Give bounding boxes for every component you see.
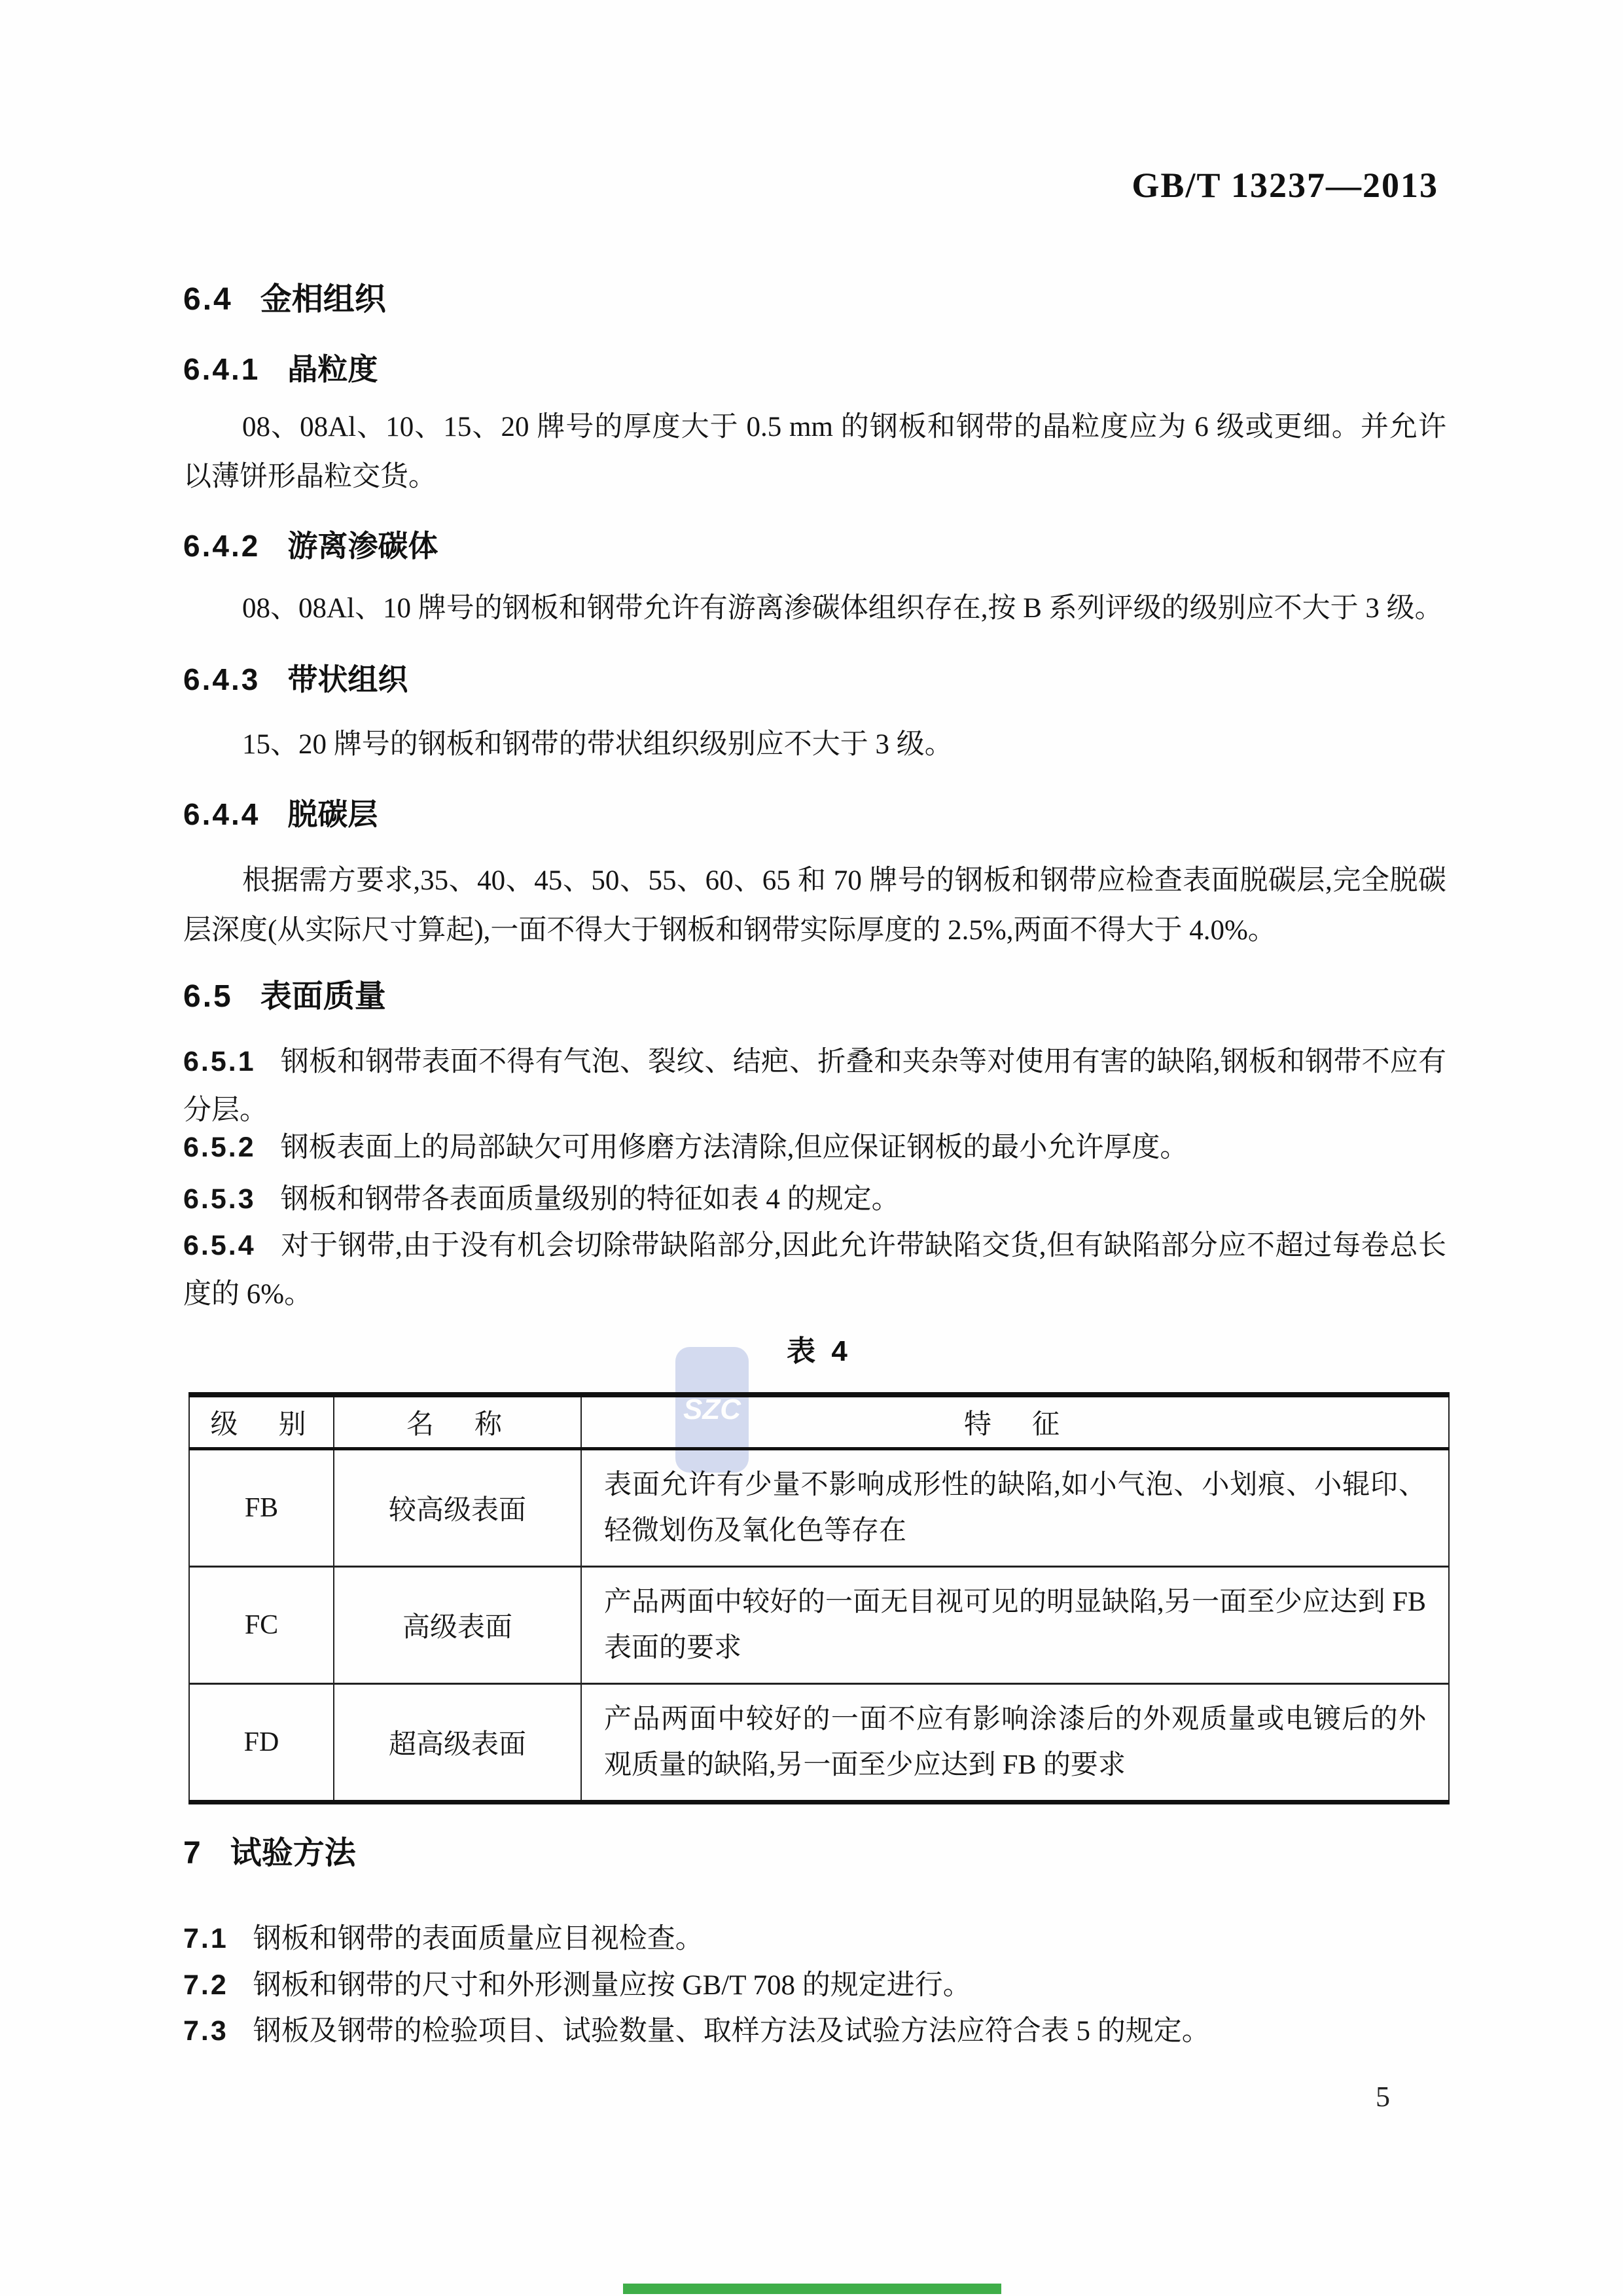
heading-title: 金相组织 <box>260 282 386 317</box>
heading-6-4-1 <box>183 346 1446 389</box>
clause-6-5-3 <box>183 1175 1446 1224</box>
clause-text: 钢板和钢带各表面质量级别的特征如表 4 的规定。 <box>280 1184 900 1215</box>
clause-text: 钢板及钢带的检验项目、试验数量、取样方法及试验方法应符合表 5 的规定。 <box>253 2016 1210 2047</box>
clause-number: 7.1 <box>183 1923 228 1954</box>
clause-7-3 <box>183 2007 1446 2056</box>
heading-number: 6.4.3 <box>183 662 260 696</box>
table-row <box>189 1566 1449 1683</box>
heading-6-5 <box>183 971 1446 1016</box>
clause-number: 7.3 <box>183 2015 228 2047</box>
table-4 <box>188 1392 1450 1804</box>
clause-number: 6.5.4 <box>183 1230 256 1261</box>
column-header-grade: 级 别 <box>189 1395 334 1448</box>
heading-title: 脱碳层 <box>287 797 378 831</box>
clause-text: 钢板和钢带的尺寸和外形测量应按 GB/T 708 的规定进行。 <box>253 1970 971 2001</box>
paragraph-6-4-2: 08、08Al、10 牌号的钢板和钢带允许有游离渗碳体组织存在,按 B 系列评级的级别应不大于 3 级。 <box>242 593 1443 624</box>
cell-name: 高级表面 <box>334 1566 581 1683</box>
cell-grade: FB <box>189 1448 334 1566</box>
heading-6-4-3 <box>183 656 1446 699</box>
cell-name: 超高级表面 <box>334 1683 581 1802</box>
heading-number: 6.4.2 <box>183 529 260 563</box>
clause-6-5-1 <box>183 1037 1446 1135</box>
clause-number: 6.5.1 <box>183 1046 256 1077</box>
heading-title: 试验方法 <box>230 1836 356 1871</box>
watermark-label: SZC <box>683 1393 741 1426</box>
table-row <box>189 1683 1449 1802</box>
heading-6-4 <box>183 274 1446 319</box>
table-4-caption: 表 4 <box>787 1335 851 1367</box>
paragraph-6-4-1: 08、08Al、10、15、20 牌号的厚度大于 0.5 mm 的钢板和钢带的晶粒度应为 6 级或更细。并允许以薄饼形晶粒交货。 <box>183 412 1446 492</box>
cell-feature: 产品两面中较好的一面无目视可见的明显缺陷,另一面至少应达到 FB 表面的要求 <box>581 1566 1449 1683</box>
clause-6-5-4 <box>183 1221 1446 1319</box>
clause-text: 钢板和钢带的表面质量应目视检查。 <box>253 1924 704 1954</box>
column-header-feature: 特 征 <box>581 1395 1449 1448</box>
table-header-row <box>189 1395 1449 1448</box>
heading-6-4-4 <box>183 791 1446 834</box>
cell-name: 较高级表面 <box>334 1448 581 1566</box>
standard-code: GB/T 13237—2013 <box>1132 166 1438 205</box>
bottom-watermark-bar <box>623 2284 1001 2294</box>
column-header-name: 名 称 <box>334 1395 581 1448</box>
clause-number: 7.2 <box>183 1969 228 2001</box>
heading-number: 6.5 <box>183 979 233 1014</box>
clause-number: 6.5.3 <box>183 1183 256 1215</box>
cell-feature: 表面允许有少量不影响成形性的缺陷,如小气泡、小划痕、小辊印、轻微划伤及氧化色等存在 <box>581 1448 1449 1566</box>
cell-grade: FD <box>189 1683 334 1802</box>
heading-title: 晶粒度 <box>287 352 378 386</box>
clause-number: 6.5.2 <box>183 1132 256 1163</box>
paragraph-6-4-4: 根据需方要求,35、40、45、50、55、60、65 和 70 牌号的钢板和钢带应检查表面脱碳层,完全脱碳层深度(从实际尺寸算起),一面不得大于钢板和钢带实际厚度的 2.5%,两面不得大于 4.0%。 <box>183 865 1446 946</box>
clause-7-1 <box>183 1914 1446 1964</box>
clause-text: 对于钢带,由于没有机会切除带缺陷部分,因此允许带缺陷交货,但有缺陷部分应不超过每卷总长度的 6%。 <box>183 1230 1446 1310</box>
paragraph-6-4-3: 15、20 牌号的钢板和钢带的带状组织级别应不大于 3 级。 <box>242 729 953 760</box>
cell-grade: FC <box>189 1566 334 1683</box>
clause-6-5-2 <box>183 1123 1446 1172</box>
table-row <box>189 1448 1449 1566</box>
heading-7 <box>183 1827 1446 1873</box>
heading-number: 6.4.1 <box>183 352 260 386</box>
page-number: 5 <box>1376 2081 1390 2113</box>
heading-title: 表面质量 <box>260 979 386 1014</box>
heading-number: 6.4 <box>183 282 233 317</box>
heading-6-4-2 <box>183 522 1446 565</box>
clause-text: 钢板表面上的局部缺欠可用修磨方法清除,但应保证钢板的最小允许厚度。 <box>280 1132 1188 1163</box>
heading-title: 游离渗碳体 <box>287 529 438 563</box>
cell-feature: 产品两面中较好的一面不应有影响涂漆后的外观质量或电镀后的外观质量的缺陷,另一面至少应达到 FB 的要求 <box>581 1683 1449 1802</box>
heading-number: 6.4.4 <box>183 797 260 831</box>
clause-7-2 <box>183 1961 1446 2010</box>
heading-title: 带状组织 <box>287 662 408 696</box>
clause-text: 钢板和钢带表面不得有气泡、裂纹、结疤、折叠和夹杂等对使用有害的缺陷,钢板和钢带不应有分层。 <box>183 1047 1446 1126</box>
heading-number: 7 <box>183 1836 203 1871</box>
